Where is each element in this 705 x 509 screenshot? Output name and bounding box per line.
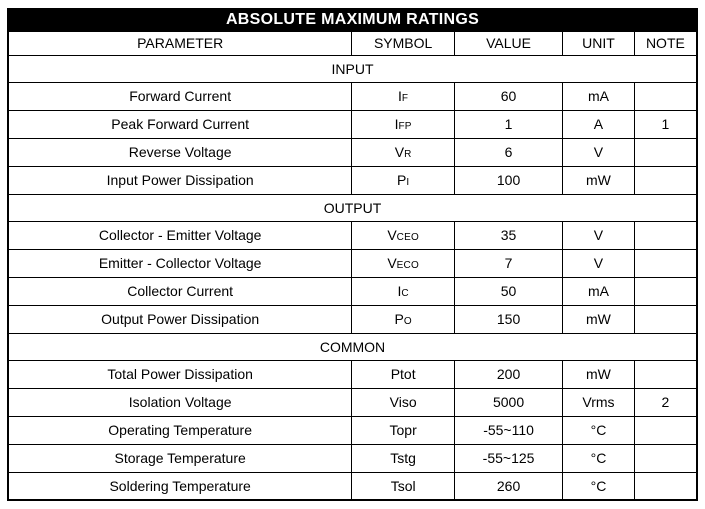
symbol-cell (352, 82, 455, 110)
symbol-main: I (398, 88, 402, 104)
note-cell (634, 138, 697, 166)
symbol-main: V (394, 144, 405, 160)
note-cell: 2 (634, 388, 697, 416)
table-row (8, 277, 697, 305)
symbol-main: Tsol (390, 477, 416, 494)
column-header-note: NOTE (634, 31, 697, 55)
parameter-cell: Collector Current (8, 277, 352, 305)
note-cell (634, 444, 697, 472)
symbol-main: Topr (389, 422, 417, 438)
unit-cell: °C (563, 472, 635, 500)
symbol-subscript: CEO (396, 232, 419, 243)
symbol-cell (352, 221, 455, 249)
column-header-symbol: SYMBOL (352, 31, 455, 55)
table-row (8, 138, 697, 166)
symbol-main: I (394, 116, 399, 132)
section-title: COMMON (8, 333, 697, 360)
symbol-cell (352, 416, 455, 444)
value-cell: -55~110 (454, 416, 562, 444)
section-title: INPUT (8, 55, 697, 82)
table-row (8, 444, 697, 472)
value-cell: 35 (454, 221, 562, 249)
table-title-row (8, 9, 697, 31)
note-cell (634, 166, 697, 194)
parameter-cell: Storage Temperature (8, 444, 352, 472)
symbol-main: P (394, 311, 404, 327)
section-header-row-output (8, 194, 697, 221)
note-cell (634, 249, 697, 277)
symbol-main: Viso (389, 394, 417, 410)
unit-cell: A (563, 110, 635, 138)
value-cell: 150 (454, 305, 562, 333)
table-row (8, 82, 697, 110)
note-cell (634, 472, 697, 500)
parameter-cell: Emitter - Collector Voltage (8, 249, 352, 277)
symbol-subscript: FP (398, 121, 412, 132)
unit-cell: V (563, 249, 635, 277)
note-cell: 1 (634, 110, 697, 138)
table-title: ABSOLUTE MAXIMUM RATINGS (8, 9, 697, 31)
parameter-cell: Peak Forward Current (8, 110, 352, 138)
unit-cell: Vrms (563, 388, 635, 416)
table-row (8, 221, 697, 249)
value-cell: 60 (454, 82, 562, 110)
symbol-cell (352, 138, 455, 166)
note-cell (634, 277, 697, 305)
table-row (8, 472, 697, 500)
value-cell: 7 (454, 249, 562, 277)
symbol-cell (352, 277, 455, 305)
column-header-unit: UNIT (563, 31, 635, 55)
unit-cell: mA (563, 277, 635, 305)
symbol-subscript: F (401, 93, 409, 104)
symbol-main: V (387, 227, 397, 243)
symbol-cell (352, 444, 455, 472)
parameter-cell: Total Power Dissipation (8, 360, 352, 388)
column-header-row (8, 31, 697, 55)
symbol-subscript: ECO (396, 260, 419, 271)
symbol-subscript: R (404, 149, 412, 160)
value-cell: -55~125 (454, 444, 562, 472)
parameter-cell: Reverse Voltage (8, 138, 352, 166)
table-row (8, 166, 697, 194)
symbol-subscript: C (401, 288, 409, 299)
parameter-cell: Forward Current (8, 82, 352, 110)
parameter-cell: Soldering Temperature (8, 472, 352, 500)
column-header-parameter: PARAMETER (8, 31, 352, 55)
absolute-maximum-ratings-table (7, 8, 698, 501)
table-row (8, 388, 697, 416)
table-row (8, 249, 697, 277)
symbol-main: Ptot (390, 366, 416, 382)
parameter-cell: Operating Temperature (8, 416, 352, 444)
unit-cell: °C (563, 416, 635, 444)
note-cell (634, 305, 697, 333)
unit-cell: mA (563, 82, 635, 110)
symbol-main: P (396, 172, 407, 188)
parameter-cell: Output Power Dissipation (8, 305, 352, 333)
symbol-subscript: O (403, 316, 412, 327)
symbol-cell (352, 472, 455, 500)
column-header-value: VALUE (454, 31, 562, 55)
unit-cell: V (563, 221, 635, 249)
section-title: OUTPUT (8, 194, 697, 221)
symbol-cell (352, 166, 455, 194)
symbol-main: V (387, 255, 397, 271)
value-cell: 260 (454, 472, 562, 500)
section-header-row-input (8, 55, 697, 82)
symbol-cell (352, 249, 455, 277)
symbol-main: Tstg (390, 450, 416, 466)
symbol-main: I (397, 283, 402, 299)
value-cell: 5000 (454, 388, 562, 416)
symbol-cell (352, 360, 455, 388)
unit-cell: mW (563, 360, 635, 388)
value-cell: 1 (454, 110, 562, 138)
table-row (8, 360, 697, 388)
note-cell (634, 416, 697, 444)
note-cell (634, 221, 697, 249)
value-cell: 50 (454, 277, 562, 305)
symbol-cell (352, 388, 455, 416)
note-cell (634, 360, 697, 388)
symbol-cell (352, 305, 455, 333)
value-cell: 6 (454, 138, 562, 166)
table-row (8, 305, 697, 333)
symbol-subscript: I (406, 177, 410, 188)
ratings-table-body (8, 55, 697, 500)
parameter-cell: Input Power Dissipation (8, 166, 352, 194)
unit-cell: mW (563, 305, 635, 333)
symbol-cell (352, 110, 455, 138)
unit-cell: V (563, 138, 635, 166)
parameter-cell: Collector - Emitter Voltage (8, 221, 352, 249)
value-cell: 200 (454, 360, 562, 388)
note-cell (634, 82, 697, 110)
table-row (8, 416, 697, 444)
value-cell: 100 (454, 166, 562, 194)
unit-cell: mW (563, 166, 635, 194)
section-header-row-common (8, 333, 697, 360)
parameter-cell: Isolation Voltage (8, 388, 352, 416)
unit-cell: °C (563, 444, 635, 472)
table-row (8, 110, 697, 138)
